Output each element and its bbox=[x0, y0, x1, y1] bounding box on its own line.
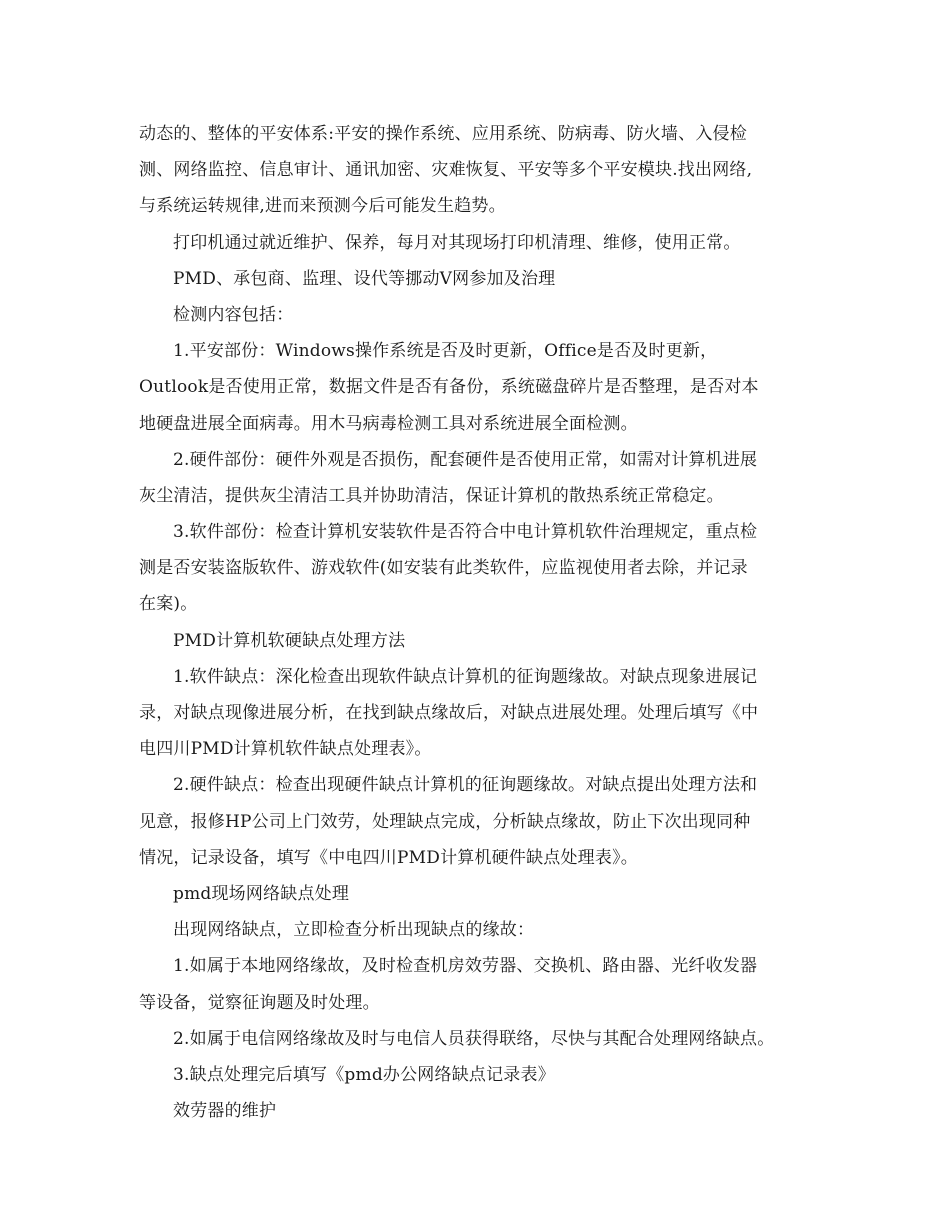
text-line: 3.软件部份：检查计算机安装软件是否符合中电计算机软件治理规定，重点检 bbox=[173, 522, 758, 543]
text-line: 1.平安部份：Windows操作系统是否及时更新，Office是否及时更新， bbox=[173, 341, 718, 362]
text-line: 录，对缺点现像进展分析，在找到缺点缘故后，对缺点进展处理。处理后填写《中 bbox=[139, 703, 759, 723]
text-line: 在案)。 bbox=[139, 594, 198, 615]
text-line: 测是否安装盗版软件、游戏软件(如安装有此类软件，应监视使用者去除，并记录 bbox=[139, 558, 748, 579]
text-line: 2.硬件缺点：检查出现硬件缺点计算机的征询题缘故。对缺点提出处理方法和 bbox=[173, 775, 758, 796]
text-line: 与系统运转规律,进而来预测今后可能发生趋势。 bbox=[139, 196, 506, 217]
text-line: 情况，记录设备，填写《中电四川PMD计算机硬件缺点处理表》。 bbox=[139, 847, 638, 868]
text-line: 出现网络缺点，立即检查分析出现缺点的缘故： bbox=[173, 920, 535, 941]
text-line: 地硬盘进展全面病毒。用木马病毒检测工具对系统进展全面检测。 bbox=[139, 413, 638, 434]
text-line: PMD计算机软硬缺点处理方法 bbox=[173, 630, 406, 651]
text-line: 见意，报修HP公司上门效劳，处理缺点完成，分析缺点缘故，防止下次出现同种 bbox=[139, 811, 751, 832]
text-line: 3.缺点处理完后填写《pmd办公网络缺点记录表》 bbox=[173, 1064, 555, 1085]
text-line: PMD、承包商、监理、设代等挪动V网参加及治理 bbox=[173, 268, 556, 289]
text-line: 2.硬件部份：硬件外观是否损伤，配套硬件是否使用正常，如需对计算机进展 bbox=[173, 449, 758, 470]
text-line: 效劳器的维护 bbox=[173, 1101, 277, 1122]
text-line: pmd现场网络缺点处理 bbox=[173, 883, 350, 904]
text-line: 1.软件缺点：深化检查出现软件缺点计算机的征询题缘故。对缺点现象进展记 bbox=[173, 666, 758, 687]
text-line: 1.如属于本地网络缘故，及时检查机房效劳器、交换机、路由器、光纤收发器 bbox=[173, 956, 758, 977]
text-line: 动态的、整体的平安体系:平安的操作系统、应用系统、防病毒、防火墙、入侵检 bbox=[139, 124, 747, 144]
text-line: 测、网络监控、信息审计、通讯加密、灾难恢复、平安等多个平安模块.找出网络, bbox=[139, 160, 753, 181]
text-line: 等设备，觉察征询题及时处理。 bbox=[139, 992, 380, 1013]
text-line: 电四川PMD计算机软件缺点处理表》。 bbox=[139, 739, 432, 760]
text-line: 灰尘清洁，提供灰尘清洁工具并协助清洁，保证计算机的散热系统正常稳定。 bbox=[139, 485, 724, 506]
text-line: 2.如属于电信网络缘故及时与电信人员获得联络，尽快与其配合处理网络缺点。 bbox=[173, 1028, 775, 1049]
document-body bbox=[139, 116, 819, 1129]
text-line: 打印机通过就近维护、保养，每月对其现场打印机清理、维修，使用正常。 bbox=[173, 232, 741, 253]
text-line: 检测内容包括： bbox=[173, 304, 294, 325]
text-line: Outlook是否使用正常，数据文件是否有备份，系统磁盘碎片是否整理，是否对本 bbox=[139, 377, 759, 398]
